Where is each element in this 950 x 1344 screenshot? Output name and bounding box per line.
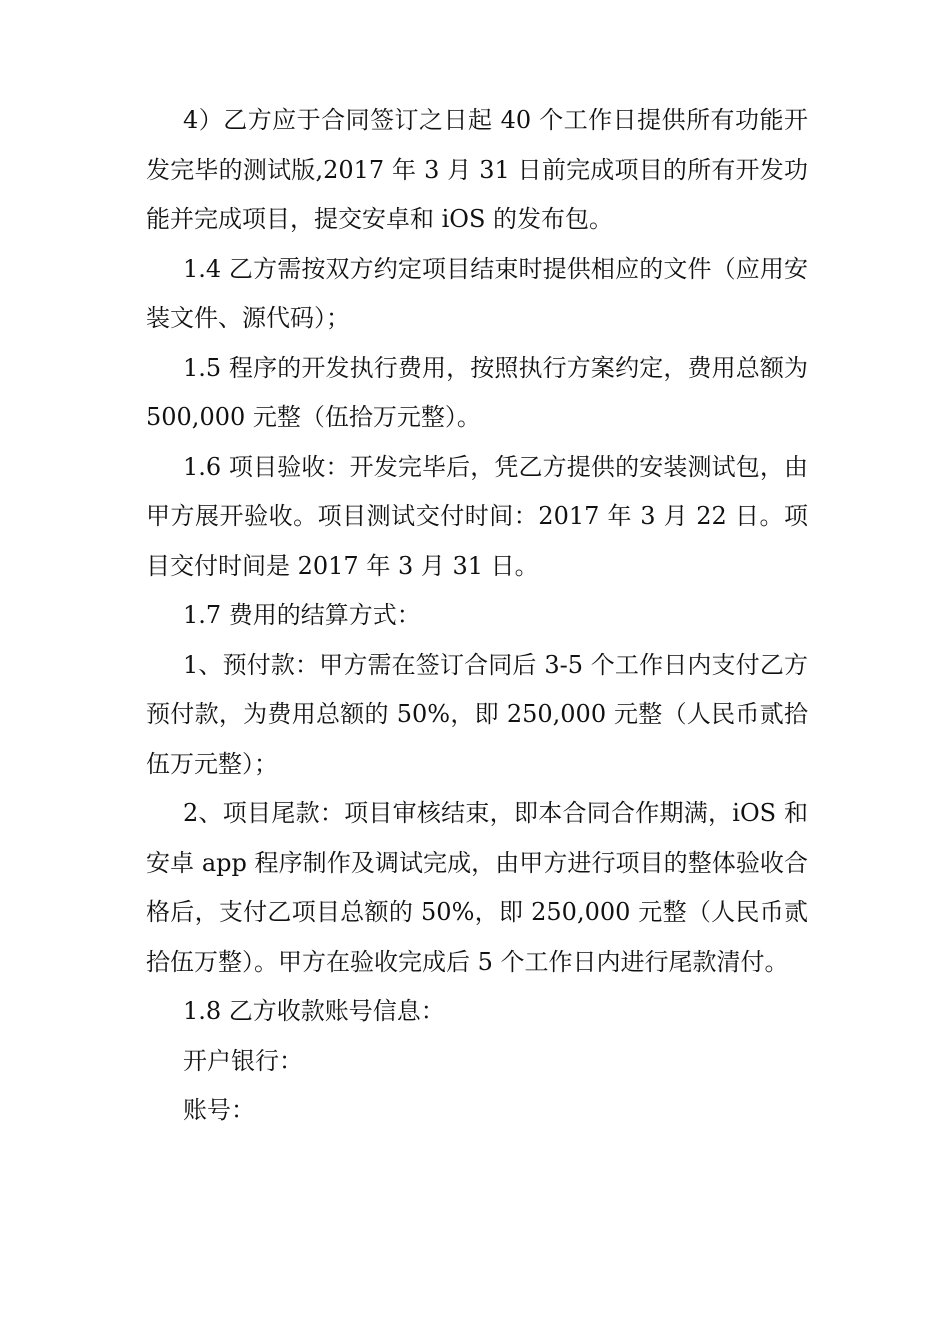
paragraph-bank: 开户银行： — [183, 1046, 303, 1075]
paragraph-final-payment: 2、项目尾款：项目审核结束，即本合同合作期满，iOS 和安卓 app 程序制作及调试完成，由甲方进行项目的整体验收合格后，支付乙项目总额的 50%，即 250,000 元整（人民币贰拾伍万整）。甲方在验收完成后 5 个工作日内进行尾款清付。 — [146, 799, 808, 976]
paragraph-delivery-schedule: 4）乙方应于合同签订之日起 40 个工作日提供所有功能开发完毕的测试版,2017 年 3 月 31 日前完成项目的所有开发功能并完成项目，提交安卓和 iOS 的发布包。 — [146, 106, 808, 233]
paragraph-1-7-settlement: 1.7 费用的结算方式： — [183, 601, 421, 629]
paragraph-1-4-deliverables: 1.4 乙方需按双方约定项目结束时提供相应的文件（应用安装文件、源代码）； — [146, 254, 808, 332]
paragraph-1-8-account-info: 1.8 乙方收款账号信息： — [183, 997, 445, 1025]
paragraph-1-6-acceptance: 1.6 项目验收：开发完毕后，凭乙方提供的安装测试包，由甲方展开验收。项目测试交付时间：2017 年 3 月 22 日。项目交付时间是 2017 年 3 月 31 日。 — [146, 452, 808, 580]
paragraph-prepayment: 1、预付款：甲方需在签订合同后 3-5 个工作日内支付乙方预付款，为费用总额的 50%，即 250,000 元整（人民币贰拾伍万元整）； — [146, 650, 808, 778]
paragraph-account-number: 账号： — [183, 1096, 255, 1124]
document-body — [146, 96, 808, 1136]
paragraph-1-5-fees: 1.5 程序的开发执行费用，按照执行方案约定，费用总额为 500,000 元整（伍拾万元整）。 — [146, 353, 808, 431]
